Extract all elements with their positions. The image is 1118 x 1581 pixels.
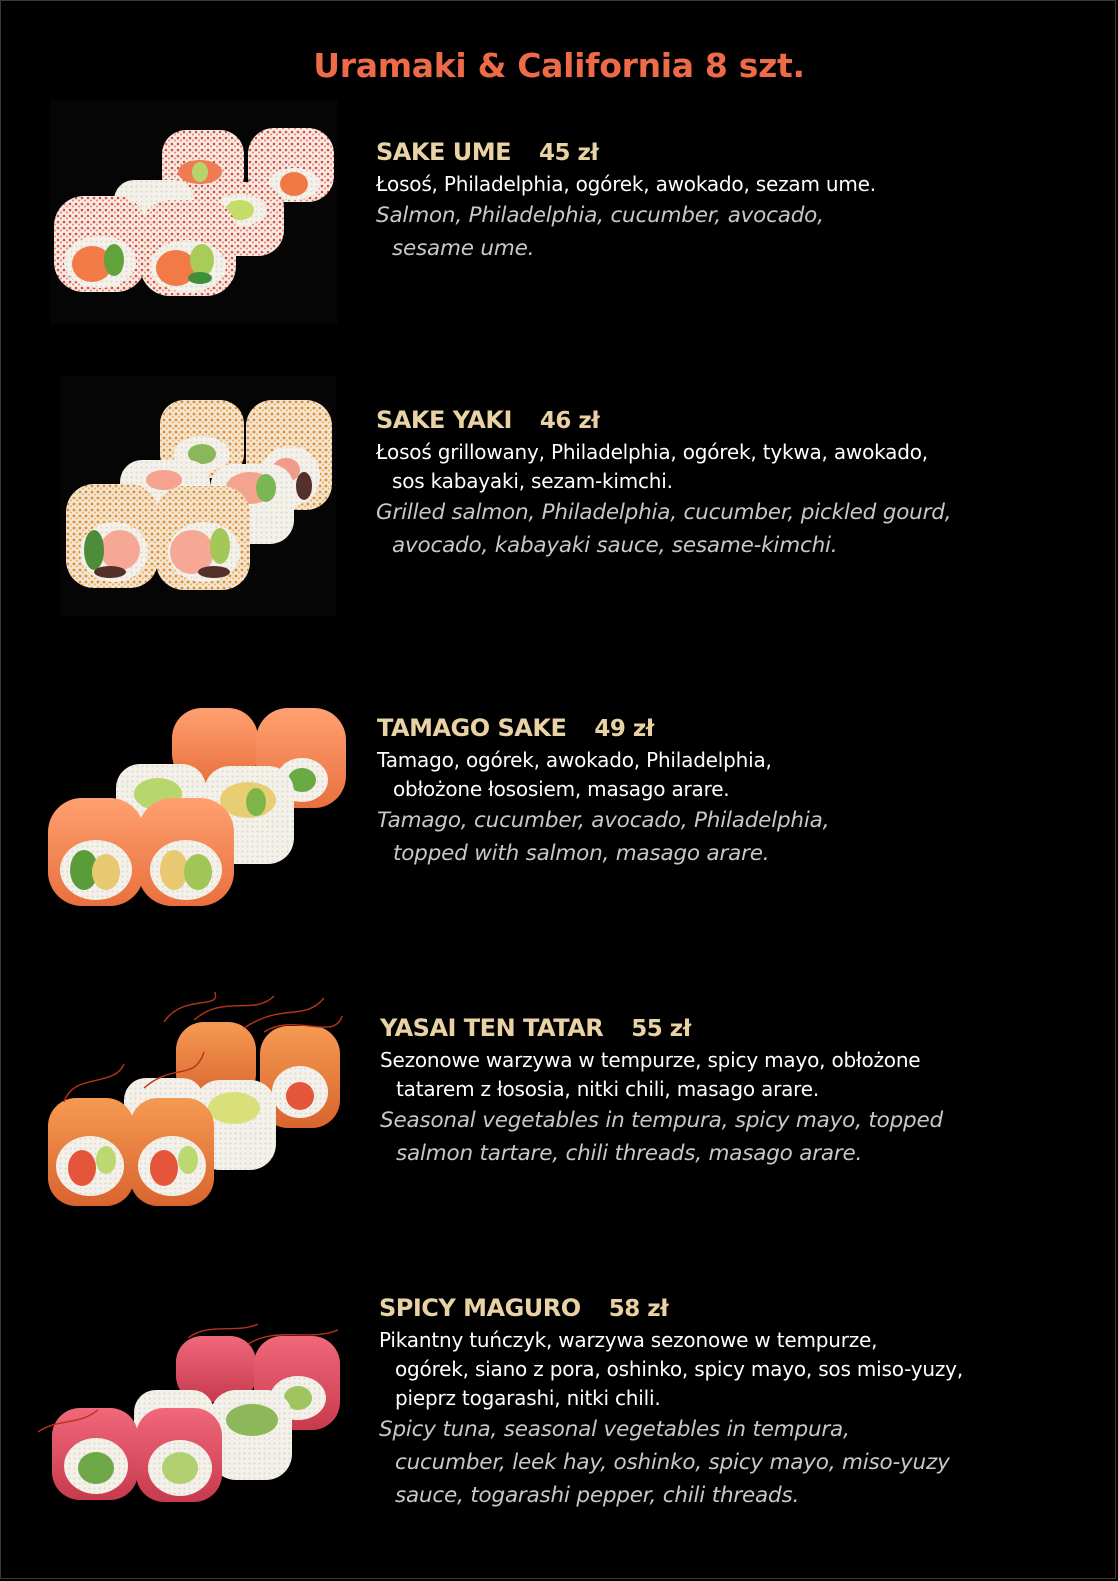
menu-item-header: [377, 714, 829, 742]
menu-item-text: [380, 1014, 943, 1170]
description-line: Tamago, cucumber, avocado, Philadelphia,: [377, 808, 830, 833]
sushi-rolls-tartare-chili-photo: [44, 992, 344, 1212]
description-line: Tamago, ogórek, awokado, Philadelphia,: [377, 748, 772, 772]
menu-item-description-en: [376, 199, 876, 265]
sushi-rolls-grilled-salmon-photo: [60, 376, 336, 616]
description-line: obłożone łososiem, masago arare.: [393, 777, 730, 801]
description-line: Łosoś grillowany, Philadelphia, ogórek, tykwa, awokado,: [376, 440, 928, 464]
menu-item-description-pl: [376, 170, 876, 199]
description-line: cucumber, leek hay, oshinko, spicy mayo, miso-yuzy: [395, 1450, 950, 1475]
menu-item-price: 58 zł: [608, 1296, 669, 1322]
menu-item-description-pl: [377, 746, 829, 804]
menu-item-text: [377, 714, 829, 870]
menu-item-header: [376, 138, 876, 166]
description-line: sauce, togarashi pepper, chili threads.: [395, 1483, 800, 1508]
menu-item-description-en: [377, 804, 829, 870]
sushi-rolls-tuna-photo: [38, 1322, 344, 1504]
menu-item-description-en: [379, 1413, 963, 1512]
menu-item-text: [379, 1294, 963, 1512]
menu-item-description-pl: [379, 1326, 963, 1413]
menu-item-header: [380, 1014, 943, 1042]
description-line: Pikantny tuńczyk, warzywa sezonowe w tempurze,: [379, 1328, 878, 1352]
menu-item-header: [376, 406, 951, 434]
menu-item-description-pl: [376, 438, 951, 496]
menu-item-name: SAKE UME: [376, 138, 511, 166]
description-line: Grilled salmon, Philadelphia, cucumber, pickled gourd,: [376, 500, 952, 525]
menu-item-name: SPICY MAGURO: [379, 1294, 581, 1322]
page-title: Uramaki & California 8 szt.: [313, 46, 805, 85]
menu-item-price: 45 zł: [538, 140, 599, 166]
menu-item-text: [376, 138, 876, 265]
sushi-rolls-masago-photo: [50, 100, 338, 324]
menu-item-header: [379, 1294, 963, 1322]
description-line: ogórek, siano z pora, oshinko, spicy mayo, sos miso-yuzy,: [395, 1357, 963, 1381]
description-line: sesame ume.: [392, 236, 535, 261]
sushi-rolls-salmon-topped-photo: [46, 700, 346, 912]
description-line: tatarem z łososia, nitki chili, masago arare.: [396, 1077, 820, 1101]
description-line: salmon tartare, chili threads, masago arare.: [396, 1141, 863, 1166]
description-line: avocado, kabayaki sauce, sesame-kimchi.: [392, 533, 838, 558]
menu-item-text: [376, 406, 951, 562]
menu-item-price: 49 zł: [594, 716, 654, 742]
description-line: pieprz togarashi, nitki chili.: [395, 1386, 661, 1410]
menu-item-name: SAKE YAKI: [376, 406, 512, 434]
menu-item-description-en: [380, 1104, 943, 1170]
description-line: sos kabayaki, sezam-kimchi.: [392, 469, 673, 493]
description-line: Salmon, Philadelphia, cucumber, avocado,: [376, 203, 824, 228]
menu-item-description-pl: [380, 1046, 943, 1104]
menu-item-name: YASAI TEN TATAR: [380, 1014, 604, 1042]
description-line: Łosoś, Philadelphia, ogórek, awokado, sezam ume.: [376, 172, 876, 196]
description-line: Sezonowe warzywa w tempurze, spicy mayo, obłożone: [380, 1048, 921, 1072]
menu-item-price: 46 zł: [539, 408, 600, 434]
menu-item-description-en: [376, 496, 951, 562]
menu-item-price: 55 zł: [631, 1016, 691, 1042]
description-line: topped with salmon, masago arare.: [393, 841, 770, 866]
description-line: Seasonal vegetables in tempura, spicy mayo, topped: [380, 1108, 943, 1133]
description-line: Spicy tuna, seasonal vegetables in tempura,: [379, 1417, 850, 1442]
menu-item-name: TAMAGO SAKE: [377, 714, 567, 742]
